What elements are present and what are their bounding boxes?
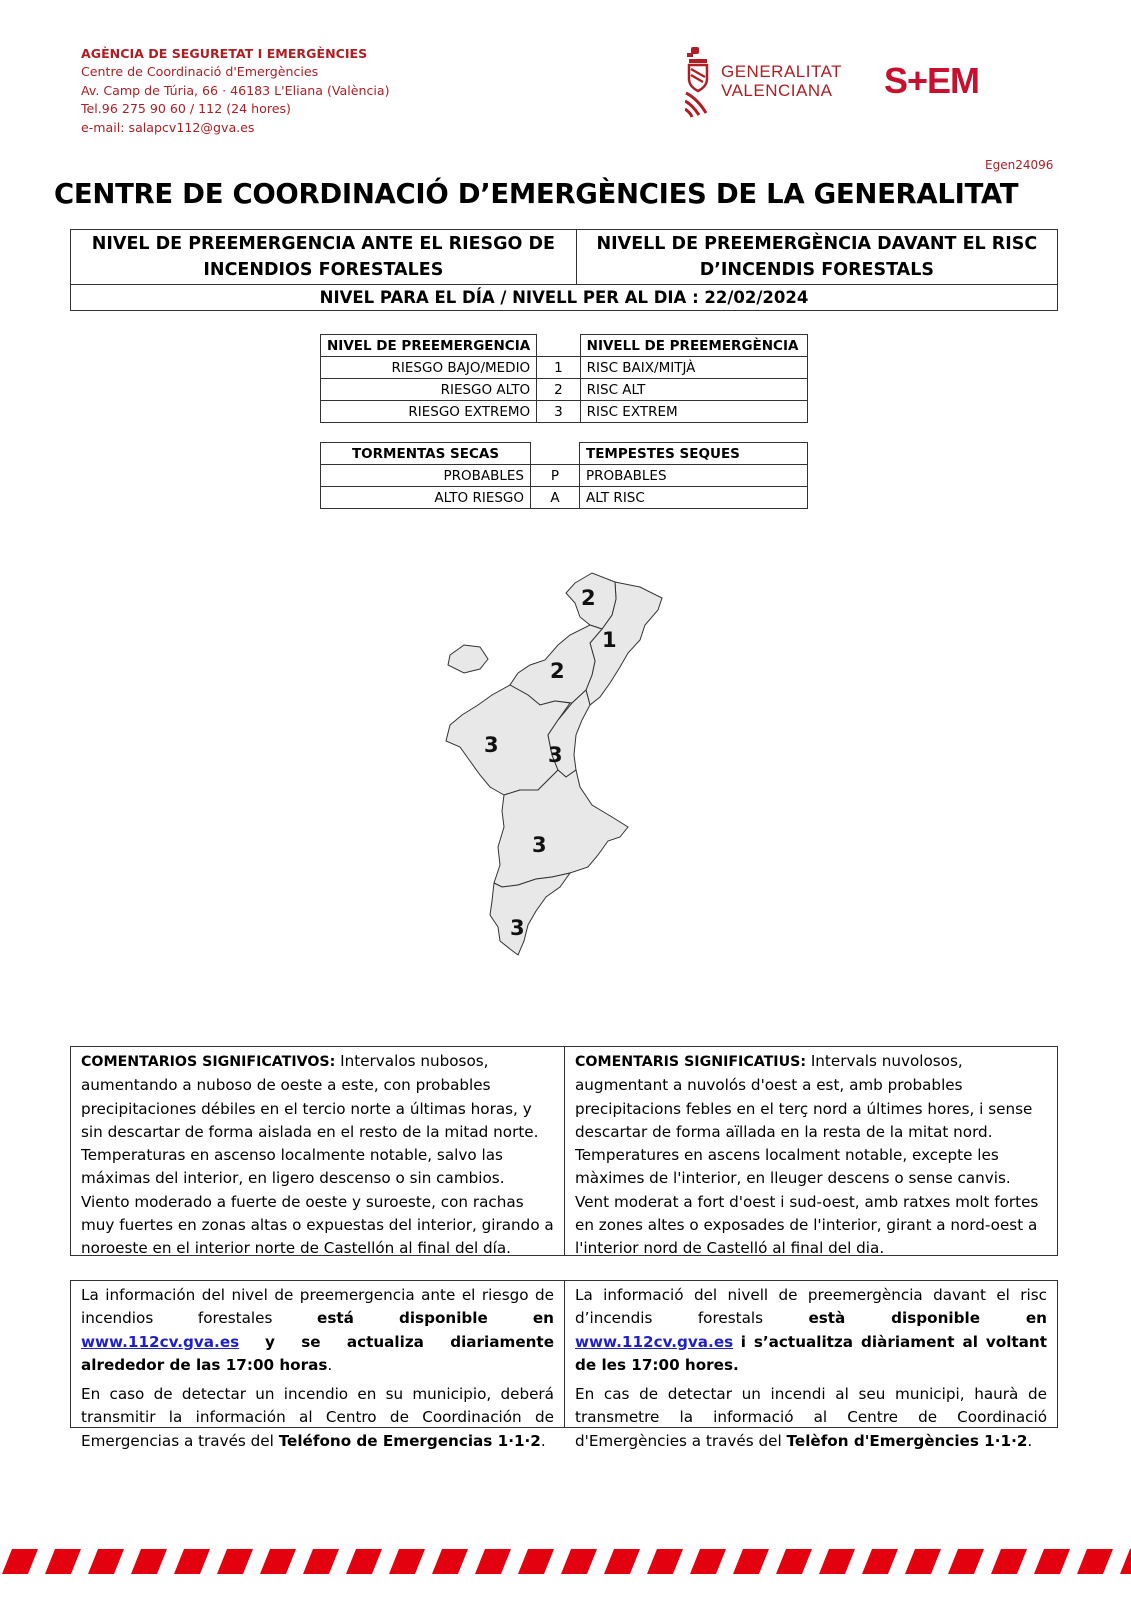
- website-link[interactable]: www.112cv.gva.es: [81, 1332, 240, 1351]
- agency-phone: Tel.96 275 90 60 / 112 (24 hores): [81, 101, 291, 117]
- storms-legend-table: [320, 442, 808, 509]
- comments-es-label: COMENTARIOS SIGNIFICATIVOS:: [81, 1054, 336, 1070]
- comments-va-label: COMENTARIS SIGNIFICATIUS:: [575, 1054, 806, 1070]
- website-link[interactable]: www.112cv.gva.es: [575, 1332, 734, 1351]
- header-date-line: NIVEL PARA EL DÍA / NIVELL PER AL DIA : 22/02/2024: [71, 285, 1058, 311]
- bulletin-header-table: [70, 229, 1058, 311]
- levels-legend-table: [320, 334, 808, 423]
- agency-email: e-mail: salapcv112@gva.es: [81, 119, 255, 135]
- page-title: CENTRE DE COORDINACIÓ D’EMERGÈNCIES DE LA GENERALITAT: [54, 178, 1019, 210]
- table-row: RIESGO BAJO/MEDIO 1 RISC BAIX/MITJÀ: [321, 357, 808, 379]
- map-zone-level: 3: [532, 833, 547, 857]
- agency-address: Av. Camp de Túria, 66 · 46183 L'Eliana (València): [81, 82, 390, 98]
- header-es: NIVEL DE PREEMERGENCIA ANTE EL RIESGO DE INCENDIOS FORESTALES: [71, 230, 577, 285]
- info-box: [70, 1280, 1058, 1450]
- comments-es-text: Intervalos nubosos, aumentando a nuboso de oeste a este, con probables precipitaciones débiles en el tercio norte a últimas horas, y sin descartar de forma aislada en el resto de la mitad norte. Temperaturas en ascenso localmente notable, salvo las máximas del interior, en ligero descenso o sin cambios. Viento moderado a fuerte de oeste y suroeste, con rachas muy fuertes en zonas altas o expuestas del interior, girando a noroeste en el interior norte de Castellón al final del día.: [81, 1052, 554, 1258]
- gv-wordmark-line2: VALENCIANA: [721, 81, 833, 100]
- storms-head-va: TEMPESTES SEQUES: [580, 443, 808, 465]
- levels-head-va: NIVELL DE PREEMERGÈNCIA: [580, 335, 807, 357]
- footer-stripes: [0, 1549, 1131, 1574]
- info-es: La información del nivel de preemergencia ante el riesgo de incendios forestales está disponible en www.112cv.gva.es y se actualiza diariamente alrededor de las 17:00 horas. En caso de detectar un incendio en su municipio, deberá transmitir la información al Centro de Coordinación de Emergencias a través del Teléfono de Emergencias 1·1·2.: [81, 1286, 554, 1450]
- gv-wordmark-line1: GENERALITAT: [721, 62, 843, 81]
- table-row: ALTO RIESGO A ALT RISC: [321, 487, 808, 509]
- info-va: La informació del nivell de preemergència davant el risc d’incendis forestals està disponible en www.112cv.gva.es i s’actualitza diàriament al voltant de les 17:00 hores. En cas de detectar un incendi al seu municipi, haurà de transmetre la informació al Centre de Coordinació d'Emergències a través del Telèfon d'Emergències 1·1·2.: [564, 1281, 1057, 1427]
- risk-zone-map: [440, 565, 700, 975]
- map-zone: [448, 645, 488, 673]
- table-row: RIESGO EXTREMO 3 RISC EXTREM: [321, 401, 808, 423]
- map-zone-level: 2: [550, 659, 565, 683]
- levels-head-es: NIVEL DE PREEMERGENCIA: [321, 335, 537, 357]
- generalitat-wordmark: [721, 62, 842, 100]
- header-va: NIVELL DE PREEMERGÈNCIA DAVANT EL RISC D’INCENDIS FORESTALS: [576, 230, 1057, 285]
- storms-head-es: TORMENTAS SECAS: [321, 443, 531, 465]
- comments-box: [70, 1046, 1058, 1256]
- map-zone-level: 1: [602, 628, 617, 652]
- comments-es: [71, 1047, 564, 1258]
- sem-logo: S+EM: [884, 60, 980, 101]
- table-row: PROBABLES P PROBABLES: [321, 465, 808, 487]
- document-code: Egen24096: [985, 158, 1054, 172]
- map-zone-level: 3: [548, 743, 563, 767]
- map-zone-level: 3: [484, 733, 499, 757]
- comments-va-text: Intervals nuvolosos, augmentant a nuvolós d'oest a est, amb probables precipitacions febles en el terç nord a últimes hores, i sense descartar de forma aïllada en la resta de la mitat nord. Temperatures en ascens localment notable, excepte les màximes de l'interior, en lleuger descens o sense canvis. Vent moderat a fort d'oest i sud-oest, amb ratxes molt fortes en zones altes o exposades de l'interior, girant a nord-oest a l'interior nord de Castelló al final del dia.: [575, 1052, 1039, 1258]
- map-zone-level: 3: [510, 916, 525, 940]
- map-zone-level: 2: [581, 586, 596, 610]
- agency-name: AGÈNCIA DE SEGURETAT I EMERGÈNCIES: [81, 46, 368, 61]
- table-row: RIESGO ALTO 2 RISC ALT: [321, 379, 808, 401]
- comments-va: [564, 1047, 1057, 1258]
- agency-contact-block: [81, 45, 390, 137]
- agency-centre: Centre de Coordinació d'Emergències: [81, 64, 319, 80]
